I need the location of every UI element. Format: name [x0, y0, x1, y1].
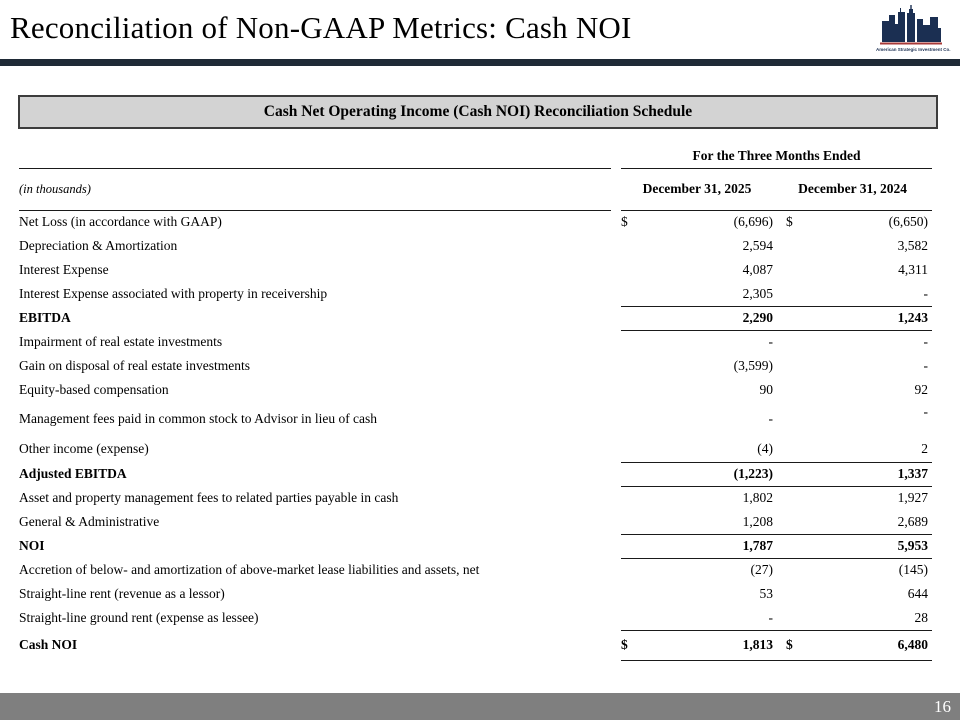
table-row	[19, 258, 932, 282]
currency-symbol-2024	[773, 330, 800, 354]
table-row	[19, 436, 932, 462]
page-title: Reconciliation of Non-GAAP Metrics: Cash NOI	[10, 10, 632, 45]
currency-symbol-2025	[621, 558, 647, 582]
table-row-subtotal-ebitda	[19, 306, 932, 330]
table-row	[19, 402, 932, 436]
currency-symbol-2024	[773, 510, 800, 534]
column-header-2024: December 31, 2024	[773, 168, 932, 210]
row-value-2025: 2,594	[742, 238, 773, 253]
row-value-2025: 2,290	[647, 306, 773, 330]
currency-symbol-2024: $	[773, 630, 800, 660]
reconciliation-table	[19, 145, 932, 661]
column-header-2025: December 31, 2025	[621, 168, 773, 210]
row-value-2024: -	[923, 334, 929, 350]
row-label: Interest Expense associated with property in receivership	[19, 286, 328, 301]
table-title-banner	[18, 95, 938, 129]
currency-symbol-2025	[621, 378, 647, 402]
row-value-2025: 2,305	[742, 285, 773, 301]
row-label: Adjusted EBITDA	[19, 466, 127, 481]
row-label: Straight-line rent (revenue as a lessor)	[19, 586, 225, 601]
row-value-2024: -	[923, 358, 929, 373]
header-spacer	[19, 145, 611, 168]
row-value-2025: 90	[759, 382, 773, 397]
row-value-2024: 2	[921, 440, 929, 456]
row-value-2025: 1,208	[742, 513, 773, 529]
row-value-2025: (1,223)	[647, 462, 773, 486]
row-value-2025: (4)	[757, 440, 773, 456]
table-row	[19, 558, 932, 582]
table-row	[19, 234, 932, 258]
currency-symbol-2025	[621, 534, 647, 558]
currency-symbol-2024	[773, 558, 800, 582]
skyline-logo-icon	[879, 4, 943, 46]
currency-symbol-2025	[621, 582, 647, 606]
table-row	[19, 210, 932, 234]
row-label: Interest Expense	[19, 262, 109, 277]
currency-symbol-2025: $	[621, 630, 647, 660]
row-label: EBITDA	[19, 310, 71, 325]
table-row	[19, 378, 932, 402]
currency-symbol-2025	[621, 436, 647, 462]
currency-symbol-2025	[621, 462, 647, 486]
row-value-2024: 2,689	[897, 513, 929, 529]
row-value-2025: 1,802	[742, 490, 773, 506]
row-value-2024: 1,243	[800, 306, 932, 330]
row-label: Straight-line ground rent (expense as lessee)	[19, 610, 259, 625]
currency-symbol-2024	[773, 486, 800, 510]
row-value-2024: 6,480	[800, 630, 932, 660]
row-value-2025: -	[768, 411, 773, 426]
row-value-2025: (27)	[750, 562, 773, 578]
currency-symbol-2025	[621, 306, 647, 330]
units-note: (in thousands)	[19, 168, 611, 210]
row-value-2025: 53	[759, 586, 773, 601]
row-value-2025: 1,787	[647, 534, 773, 558]
row-value-2025: -	[768, 609, 773, 625]
currency-symbol-2024	[773, 234, 800, 258]
currency-symbol-2024	[773, 402, 800, 436]
row-label: NOI	[19, 538, 45, 553]
footer-bar	[0, 693, 960, 720]
row-value-2025: (3,599)	[733, 358, 773, 373]
currency-symbol-2024	[773, 378, 800, 402]
row-label: Management fees paid in common stock to Advisor in lieu of cash	[19, 411, 378, 426]
row-label: Equity-based compensation	[19, 382, 169, 397]
row-value-2024: -	[923, 404, 929, 419]
row-value-2024: 3,582	[897, 238, 929, 253]
row-label: Net Loss (in accordance with GAAP)	[19, 214, 222, 230]
row-value-2025: 4,087	[742, 262, 773, 277]
currency-symbol-2024	[773, 282, 800, 306]
row-value-2024: (6,650)	[888, 214, 929, 230]
row-value-2024: -	[923, 285, 929, 301]
table-row-subtotal-noi	[19, 534, 932, 558]
currency-symbol-2025	[621, 486, 647, 510]
row-label: General & Administrative	[19, 514, 160, 529]
currency-symbol-2024	[773, 258, 800, 282]
row-value-2024: 28	[914, 609, 929, 625]
row-value-2024: 644	[907, 586, 929, 601]
group-header: For the Three Months Ended	[621, 145, 932, 168]
currency-symbol-2025	[621, 510, 647, 534]
table-row	[19, 510, 932, 534]
currency-symbol-2025	[621, 258, 647, 282]
currency-symbol-2025	[621, 330, 647, 354]
row-value-2024: 1,927	[897, 490, 929, 506]
currency-symbol-2025: $	[621, 214, 628, 230]
currency-symbol-2025	[621, 402, 647, 436]
row-label: Impairment of real estate investments	[19, 334, 223, 349]
row-label: Other income (expense)	[19, 441, 149, 456]
table-row	[19, 282, 932, 306]
table-title: Cash Net Operating Income (Cash NOI) Reconciliation Schedule	[263, 103, 693, 120]
row-label: Depreciation & Amortization	[19, 238, 178, 253]
currency-symbol-2024	[773, 462, 800, 486]
row-label: Cash NOI	[19, 637, 78, 652]
currency-symbol-2024	[773, 582, 800, 606]
table-group-header-row	[19, 145, 932, 168]
row-value-2024: 92	[914, 382, 929, 397]
currency-symbol-2025	[621, 282, 647, 306]
row-value-2025: -	[768, 334, 773, 350]
row-label: Asset and property management fees to related parties payable in cash	[19, 490, 399, 505]
table-row-subtotal-adjusted-ebitda	[19, 462, 932, 486]
row-value-2024: 1,337	[800, 462, 932, 486]
page-number: 16	[934, 696, 951, 716]
table-row	[19, 582, 932, 606]
title-divider	[0, 59, 960, 66]
company-logo	[876, 4, 951, 52]
row-value-2024: (145)	[898, 562, 929, 578]
table-row	[19, 330, 932, 354]
currency-symbol-2024	[773, 306, 800, 330]
row-value-2024: 4,311	[898, 262, 929, 277]
table-row	[19, 486, 932, 510]
row-value-2024: 5,953	[800, 534, 932, 558]
currency-symbol-2025	[621, 354, 647, 378]
table-column-header-row	[19, 168, 932, 210]
row-value-2025: (6,696)	[733, 214, 773, 230]
table-row	[19, 354, 932, 378]
currency-symbol-2024: $	[786, 214, 793, 230]
currency-symbol-2025	[621, 606, 647, 630]
row-label: Gain on disposal of real estate investments	[19, 358, 250, 373]
currency-symbol-2024	[773, 354, 800, 378]
logo-text: American Strategic Investment Co.	[876, 47, 951, 52]
row-value-2025: 1,813	[647, 630, 773, 660]
currency-symbol-2024	[773, 606, 800, 630]
currency-symbol-2024	[773, 534, 800, 558]
currency-symbol-2024	[773, 436, 800, 462]
table-row-total-cash-noi	[19, 630, 932, 660]
row-label: Accretion of below- and amortization of above-market lease liabilities and assets, net	[19, 562, 480, 577]
currency-symbol-2025	[621, 234, 647, 258]
table-row	[19, 606, 932, 630]
